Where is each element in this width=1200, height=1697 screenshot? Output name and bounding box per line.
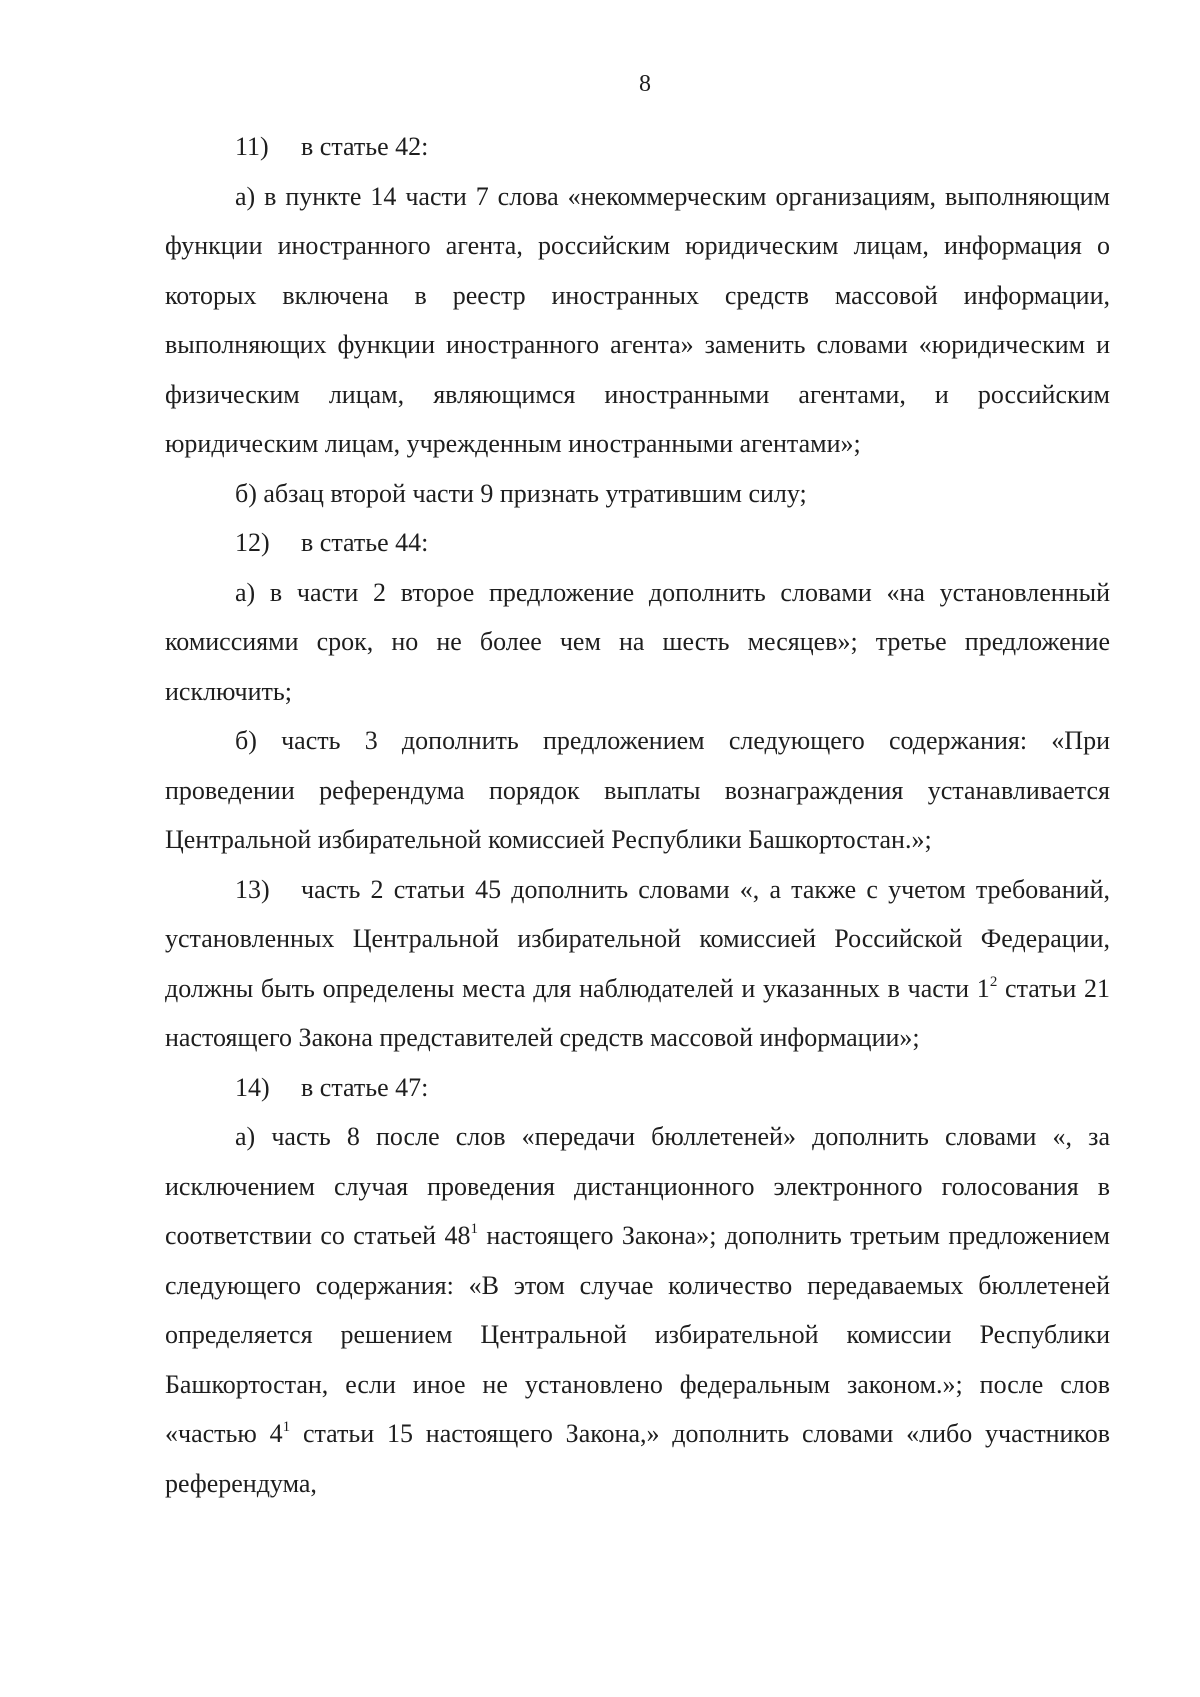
document-body	[165, 122, 1110, 1508]
paragraph-text-continued: настоящего Закона»; дополнить третьим предложением следующего содержания: «В этом случае количество передаваемых бюллетеней определяется решением Центральной избирательной комиссии Республики Башкортостан, если иное не установлено федеральным законом.»; после слов «частью 4	[165, 1221, 1110, 1448]
item-text-continued: статьи 21 настоящего Закона представителей средств массовой информации»;	[165, 973, 1110, 1052]
paragraph-12a: а) в части 2 второе предложение дополнить словами «на установленный комиссиями срок, но не более чем на шесть месяцев»; третье предложение исключить;	[165, 577, 1110, 706]
paragraph-11b: б) абзац второй части 9 признать утратившим силу;	[235, 478, 807, 508]
paragraph-text: а) часть 8 после слов «передачи бюллетеней» дополнить словами «, за исключением случая проведения дистанционного электронного голосования в соответствии со статьей 48	[165, 1122, 1110, 1250]
item-text: часть 2 статьи 45 дополнить словами «, а также с учетом требований, установленных Центральной избирательной комиссией Российской Федерации, должны быть определены места для наблюдателей и указанных в части 1	[165, 874, 1110, 1003]
item-14	[165, 1063, 1110, 1113]
item-13	[165, 865, 1110, 1063]
item-11	[165, 122, 1110, 172]
paragraph-12b: б) часть 3 дополнить предложением следующего содержания: «При проведении референдума порядок выплаты вознаграждения устанавливается Центральной избирательной комиссией Республики Башкортостан.»;	[165, 726, 1110, 854]
paragraph-14a	[165, 1112, 1110, 1508]
item-12	[165, 518, 1110, 568]
superscript: 1	[470, 1220, 478, 1237]
item-number: 11)	[235, 132, 269, 161]
paragraph-text-end: статьи 15 настоящего Закона,» дополнить словами «либо участников референдума,	[165, 1419, 1110, 1498]
item-number: 14)	[235, 1072, 270, 1102]
item-number: 13)	[235, 874, 270, 904]
item-number: 12)	[235, 528, 270, 557]
superscript: 2	[989, 973, 998, 990]
item-text: в статье 44:	[301, 528, 429, 557]
item-text: в статье 47:	[301, 1072, 429, 1102]
paragraph-11a: а) в пункте 14 части 7 слова «некоммерческим организациям, выполняющим функции иностранного агента, российским юридическим лицам, информация о которых включена в реестр иностранных средств массовой информации, выполняющих функции иностранного агента» заменить словами «юридическим и физическим лицам, являющимся иностранными агентами, и российским юридическим лицам, учрежденным иностранными агентами»;	[165, 181, 1110, 458]
item-text: в статье 42:	[301, 132, 429, 161]
page-number: 8	[639, 71, 651, 97]
superscript: 1	[282, 1418, 291, 1435]
